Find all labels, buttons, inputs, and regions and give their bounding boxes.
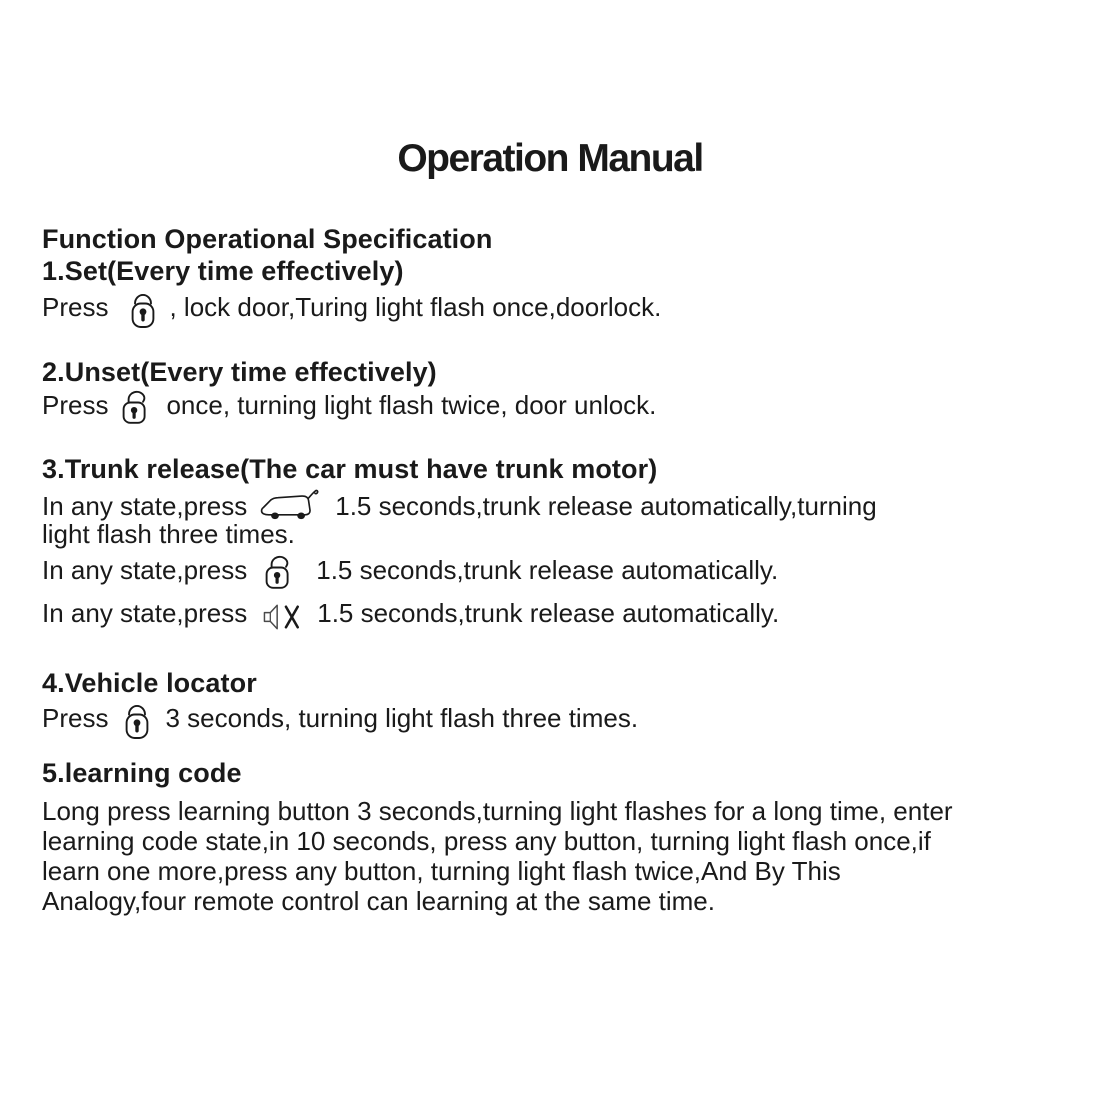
instruction-text: Press: [42, 703, 109, 733]
section-unset-instruction: [42, 390, 656, 424]
section-learning-heading: 5.learning code: [42, 758, 242, 788]
instruction-text: In any state,press: [42, 555, 248, 585]
page-title: Operation Manual: [397, 137, 703, 180]
lock-closed-icon: [130, 288, 156, 329]
section-locator-heading: 4.Vehicle locator: [42, 668, 257, 698]
section-set-heading: 1.Set(Every time effectively): [42, 256, 404, 286]
spec-heading: Function Operational Specification: [42, 224, 493, 254]
instruction-text: 1.5 seconds,trunk release automatically.: [317, 598, 780, 628]
instruction-text: Press: [42, 390, 109, 420]
trunk-instruction-2: [42, 555, 778, 589]
instruction-text: In any state,press: [42, 491, 248, 521]
trunk-instruction-3: [42, 598, 779, 632]
paragraph-line: learn one more,press any button, turning light flash twice,And By This: [42, 856, 841, 886]
speaker-mute-icon: [262, 602, 307, 632]
paragraph-line: Analogy,four remote control can learning at the same time.: [42, 886, 715, 916]
lock-open-icon: [122, 387, 157, 424]
instruction-text: 1.5 seconds,trunk release automatically.: [316, 555, 779, 585]
section-trunk-heading: 3.Trunk release(The car must have trunk motor): [42, 454, 658, 484]
learning-paragraph: [42, 796, 953, 916]
paragraph-line: Long press learning button 3 seconds,turning light flashes for a long time, enter: [42, 796, 953, 826]
instruction-text: , lock door,Turing light flash once,doorlock.: [169, 292, 662, 322]
section-locator-instruction: [42, 703, 638, 740]
instruction-text: In any state,press: [42, 598, 248, 628]
instruction-text: 3 seconds, turning light flash three times.: [165, 703, 639, 733]
lock-open-icon: [265, 552, 300, 589]
section-unset-heading: 2.Unset(Every time effectively): [42, 357, 437, 387]
paragraph-line: learning code state,in 10 seconds, press any button, turning light flash once,if: [42, 826, 931, 856]
lock-closed-icon: [124, 699, 150, 740]
trunk-instruction-1-wrap: light flash three times.: [42, 519, 295, 549]
instruction-text: Press: [42, 292, 109, 322]
section-set-instruction: [42, 292, 661, 329]
instruction-text: once, turning light flash twice, door unlock.: [166, 390, 657, 420]
instruction-text: 1.5 seconds,trunk release automatically,turning: [335, 491, 877, 521]
